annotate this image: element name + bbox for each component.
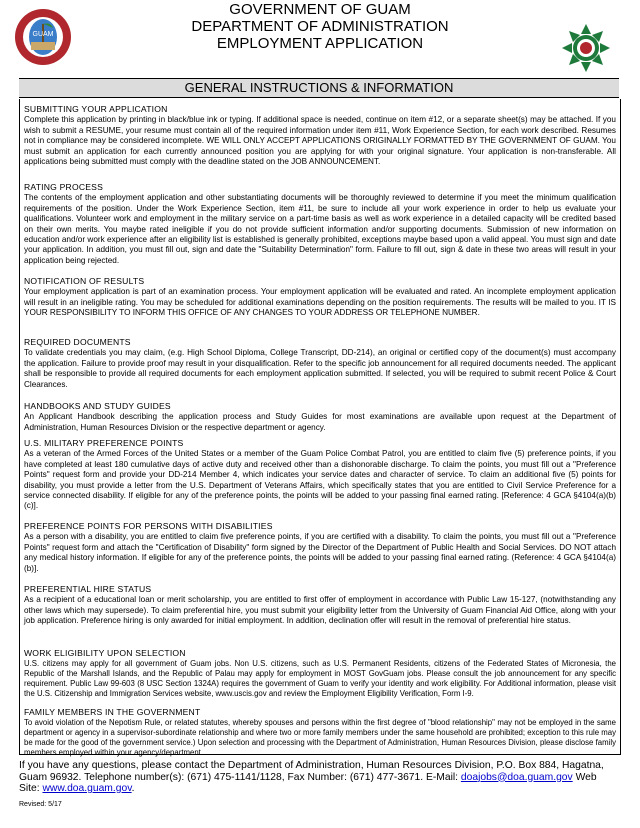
contact-text: If you have any questions, please contact the Department of Administration, Human Resources Division, P.O. Box 884, Hagatna, Guam 96932. Telephone number(s): (671) 475-1141/1128, Fax Number: (671) 477-3671. E-Mail: [19, 760, 604, 783]
section-title: NOTIFICATION OF RESULTS [24, 276, 145, 286]
general-instructions-banner: GENERAL INSTRUCTIONS & INFORMATION [19, 78, 619, 98]
section-body: As a recipient of a educational loan or merit scholarship, you are entitled to first offer of employment in accordance with Public Law 15-127, (notwithstanding any other laws which may supersede). To claim preferential hire, you must submit your eligibility letter from the University of Guam Financial Aid Office, along with your job application. Preference hiring is only awarded for initial employment. In addition, declination offer will result in the removal of preferential hire status. [24, 595, 616, 626]
header-government: GOVERNMENT OF GUAM [229, 1, 411, 18]
section-title: SUBMITTING YOUR APPLICATION [24, 104, 168, 114]
section-body: As a person with a disability, you are entitled to claim five preference points, if you are certified with a disability. To claim the points, you must fill out a "Preference Points" request form and attach the "Certification of Disability" form signed by the Director of the Department of Public Health and Social Services. DO NOT attach any medical history information. If eligible for any of the preference points, the points will be added to your passing final earned rating. (Reference: 4 GCA §4104(a)(b)]. [24, 532, 616, 573]
footer-period: . [131, 783, 135, 794]
section-family-members [24, 707, 616, 758]
section-body: The contents of the employment application and other substantiating documents will be thoroughly reviewed to determine if you meet the minimum qualification requirements of the position. Under the Work Experience Section, item #11, be sure to include all your work experience in order to help us evaluate your qualifications. Volunteer work and employment in the military service on a part-time basis as well as work experience in a detailed capacity will be credited based on their own merits. You maybe rated ineligible if you do not provide sufficient information and/or supporting documents. Submission of new information on education and/or work experience after an eligibility list is established is generally prohibited, exceptions maybe based upon a valid appeal. You must sign and date your application. In addition, you must fill out, sign and date the "Suitability Determination" form. Failure to fill out, sign & date in these two areas will result in your application being rejected. [24, 193, 616, 265]
section-body: An Applicant Handbook describing the application process and Study Guides for most examinations are available upon request at the Department of Administration, Human Resources Division or the respective department or agency. [24, 412, 616, 432]
section-title: RATING PROCESS [24, 182, 104, 192]
section-body: To validate credentials you may claim, (e.g. High School Diploma, College Transcript, DD-214), an original or certified copy of the document(s) must accompany the application. Failure to provide proof may result in your disqualification. Refer to the specific job announcement for all required documents needed. The applicant shall be responsible to provide all required documents for each employment application submitted. If selected, you will be required to submit recent Police & Court Clearances. [24, 348, 616, 389]
section-submitting [24, 104, 616, 167]
section-rating [24, 182, 616, 266]
section-military-preference [24, 438, 616, 512]
section-notification [24, 276, 616, 319]
section-handbooks [24, 401, 616, 433]
section-body: As a veteran of the Armed Forces of the United States or a member of the Guam Police Combat Patrol, you are entitled to claim five (5) preference points, if you have completed at least 180 cumulative days of active duty and received other than a dishonorable discharge. To claim the points, you must fill out a "Preference Points" request form and provide your DD-214 Member 4, which indicates your service dates and character of service. To claim an additional five (5) points for disability, you must provide a letter from the U.S. Department of Veterans Affairs, which specifically states that you are entitled to Civil Service Preference for a service connected disability. If eligible for any of the preference points, the points will be added to your passing final earned rating. [Reference: 4 GCA §4104(a)(b)(c)]. [24, 449, 616, 511]
section-title: WORK ELIGIBILITY UPON SELECTION [24, 648, 186, 658]
section-title: PREFERENTIAL HIRE STATUS [24, 584, 152, 594]
section-required-documents [24, 337, 616, 390]
section-title: U.S. MILITARY PREFERENCE POINTS [24, 438, 184, 448]
header-department: DEPARTMENT OF ADMINISTRATION [191, 18, 449, 35]
revision-date: Revised: 5/17 [19, 801, 62, 808]
section-title: FAMILY MEMBERS IN THE GOVERNMENT [24, 707, 201, 717]
section-title: REQUIRED DOCUMENTS [24, 337, 131, 347]
website-link[interactable]: www.doa.guam.gov [42, 783, 132, 794]
section-preferential-hire [24, 584, 616, 627]
section-title: HANDBOOKS AND STUDY GUIDES [24, 401, 171, 411]
section-body: U.S. citizens may apply for all government of Guam jobs. Non U.S. citizens, such as U.S. Permanent Residents, citizens of the Federated States of Micronesia, the Republic of the Marshall Islands, and the Republic of Palau may apply for employment in MOST GovGuam jobs. Please consult the job announcement for any specific requirement. Public Law 99-603 (8 USC Section 1324A) requires the government of Guam to verify your identity and work eligibility. For Additional information, please visit the U.S. Citizenship and Immigration Services website, www.uscis.gov and review the Employment Eligibility Verification, Form I-9. [24, 659, 616, 698]
section-title: PREFERENCE POINTS FOR PERSONS WITH DISABILITIES [24, 521, 273, 531]
web-site-label: Web Site: [19, 771, 597, 794]
section-body: Your employment application is part of an examination process. Your employment application will be evaluated and rated. An incomplete employment application will result in an ineligible rating. You may be scheduled for additional examinations depending on the position requirements. The results will be mailed to you. IT IS YOUR RESPONSIBILITY TO INFORM THIS OFFICE OF ANY CHANGES TO YOUR ADDRESS OR TELEPHONE NUMBER. [24, 287, 616, 318]
contact-footer [19, 760, 619, 795]
header [0, 0, 640, 78]
header-form-title: EMPLOYMENT APPLICATION [216, 35, 424, 52]
section-work-eligibility [24, 648, 616, 699]
guam-seal-logo [14, 8, 72, 66]
svg-text:GUAM: GUAM [32, 31, 54, 38]
department-emblem-logo [560, 22, 612, 74]
section-body: To avoid violation of the Nepotism Rule, or related statutes, whereby spouses and persons within the first degree of "blood relationship" may not be employed in the same department or agency in a supervisor-subordinate relationship and where two or more family members under the same household are prohibited; exception to this rule may be made for the good of the government service.) Upon selection and processing with the Department of Administration, Human Resources Division, please disclose family members employed within your agency/department. [24, 718, 616, 757]
section-disability-preference [24, 521, 616, 574]
email-link[interactable]: doajobs@doa.guam.gov [460, 771, 573, 783]
section-body: Complete this application by printing in black/blue ink or typing. If additional space is needed, continue on item #12, or a separate sheet(s) may be attached. If you wish to submit a RESUME, your resume must contain all of the required information under item #11, Work Experience Section, for each work described. Resumes not in compliance may be considered incomplete. WE WILL ONLY ACCEPT APPLICATIONS ORIGINALLY FORMATTED BY THE GOVERNMENT OF GUAM. You must submit an application for each currently announced position you are applying for with your original signature. Your application is non-transferable. All applications being submitted must comply with the deadline stated on the JOB ANNOUNCEMENT. [24, 115, 616, 167]
